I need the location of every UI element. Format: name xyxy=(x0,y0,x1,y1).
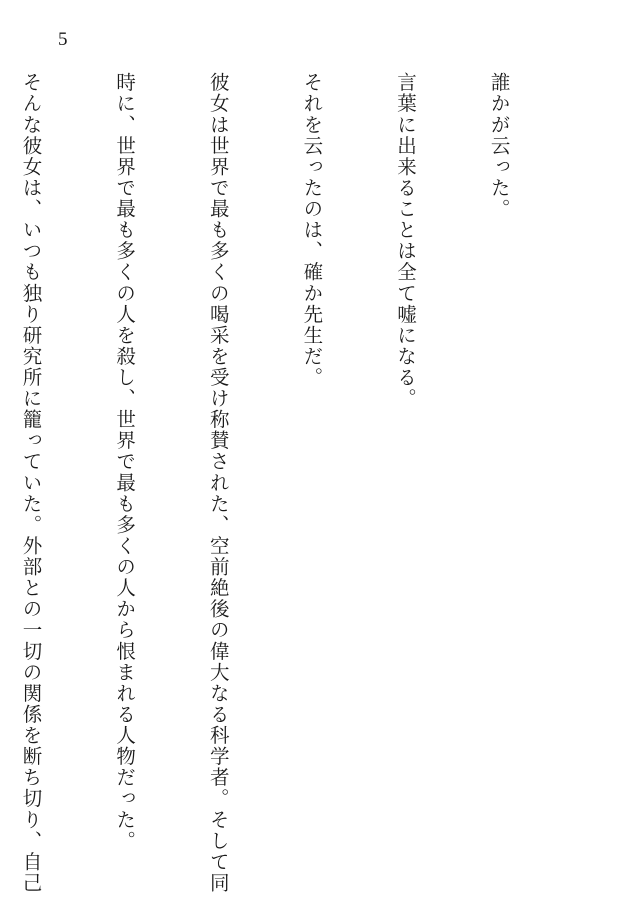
text-line: 時に、世界で最も多くの人を殺し、世界で最も多くの人から恨まれる人物だった。 xyxy=(113,72,137,852)
text-line: 言葉に出来ることは全て嘘になる。 xyxy=(393,72,417,409)
text-line: そんな彼女は、いつも独り研究所に籠っていた。外部との一切の関係を断ち切り、自己 xyxy=(19,72,43,894)
text-line: それを云ったのは、確か先生だ。 xyxy=(300,72,324,388)
vertical-text-body xyxy=(0,72,577,894)
text-line: 誰かが云った。 xyxy=(487,72,511,220)
text-line: 彼女は世界で最も多くの喝采を受け称賛された、空前絶後の偉大なる科学者。そして同 xyxy=(206,72,230,894)
page-number: 5 xyxy=(58,29,68,50)
